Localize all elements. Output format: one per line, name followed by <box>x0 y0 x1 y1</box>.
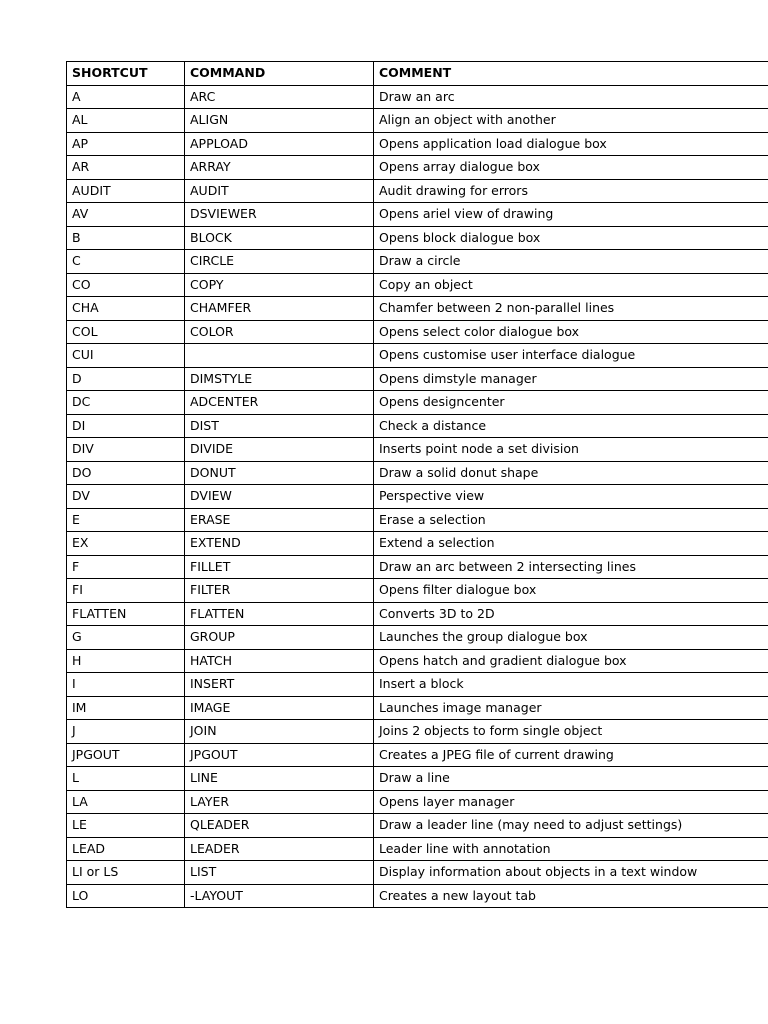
command-cell: QLEADER <box>185 814 374 838</box>
command-cell: ALIGN <box>185 109 374 133</box>
comment-cell: Converts 3D to 2D <box>374 602 768 626</box>
shortcut-cell: L <box>67 767 185 791</box>
table-row <box>67 156 768 180</box>
shortcut-cell: DC <box>67 391 185 415</box>
command-cell: IMAGE <box>185 696 374 720</box>
comment-cell: Extend a selection <box>374 532 768 556</box>
shortcut-cell: J <box>67 720 185 744</box>
shortcut-cell: AUDIT <box>67 179 185 203</box>
table-row <box>67 485 768 509</box>
shortcut-cell: FLATTEN <box>67 602 185 626</box>
shortcut-cell: COL <box>67 320 185 344</box>
comment-cell: Erase a selection <box>374 508 768 532</box>
table-row <box>67 767 768 791</box>
comment-cell: Draw an arc between 2 intersecting lines <box>374 555 768 579</box>
shortcut-cell: DI <box>67 414 185 438</box>
shortcut-cell: AV <box>67 203 185 227</box>
table-row <box>67 250 768 274</box>
table-row <box>67 438 768 462</box>
table-row <box>67 414 768 438</box>
comment-cell: Opens ariel view of drawing <box>374 203 768 227</box>
command-cell: CIRCLE <box>185 250 374 274</box>
command-cell: ARC <box>185 85 374 109</box>
table-row <box>67 579 768 603</box>
comment-cell: Perspective view <box>374 485 768 509</box>
command-cell: INSERT <box>185 673 374 697</box>
command-cell: DONUT <box>185 461 374 485</box>
command-cell: DIST <box>185 414 374 438</box>
command-cell: LIST <box>185 861 374 885</box>
table-header <box>67 62 768 86</box>
shortcut-cell: F <box>67 555 185 579</box>
comment-cell: Opens block dialogue box <box>374 226 768 250</box>
command-cell: LEADER <box>185 837 374 861</box>
table-row <box>67 837 768 861</box>
comment-cell: Draw a line <box>374 767 768 791</box>
shortcut-cell: AP <box>67 132 185 156</box>
command-cell <box>185 344 374 368</box>
shortcut-cell: H <box>67 649 185 673</box>
comment-cell: Launches the group dialogue box <box>374 626 768 650</box>
shortcut-cell: IM <box>67 696 185 720</box>
command-cell: FLATTEN <box>185 602 374 626</box>
comment-cell: Opens hatch and gradient dialogue box <box>374 649 768 673</box>
comment-cell: Opens select color dialogue box <box>374 320 768 344</box>
comment-cell: Draw an arc <box>374 85 768 109</box>
shortcut-cell: D <box>67 367 185 391</box>
comment-cell: Opens application load dialogue box <box>374 132 768 156</box>
table-row <box>67 179 768 203</box>
comment-cell: Check a distance <box>374 414 768 438</box>
shortcut-cell: A <box>67 85 185 109</box>
table-row <box>67 814 768 838</box>
table-row <box>67 132 768 156</box>
table-row <box>67 297 768 321</box>
shortcut-cell: DIV <box>67 438 185 462</box>
command-cell: DIVIDE <box>185 438 374 462</box>
comment-cell: Copy an object <box>374 273 768 297</box>
table-row <box>67 626 768 650</box>
shortcut-cell: DV <box>67 485 185 509</box>
comment-cell: Audit drawing for errors <box>374 179 768 203</box>
comment-cell: Leader line with annotation <box>374 837 768 861</box>
table-row <box>67 555 768 579</box>
shortcut-cell: LI or LS <box>67 861 185 885</box>
command-cell: LAYER <box>185 790 374 814</box>
table-row <box>67 720 768 744</box>
command-cell: DSVIEWER <box>185 203 374 227</box>
command-cell: COLOR <box>185 320 374 344</box>
command-cell: APPLOAD <box>185 132 374 156</box>
command-cell: FILTER <box>185 579 374 603</box>
comment-cell: Draw a circle <box>374 250 768 274</box>
shortcut-cell: AR <box>67 156 185 180</box>
table-row <box>67 391 768 415</box>
table-row <box>67 743 768 767</box>
shortcut-cell: JPGOUT <box>67 743 185 767</box>
shortcut-cell: EX <box>67 532 185 556</box>
header-shortcut: SHORTCUT <box>67 62 185 86</box>
command-cell: ADCENTER <box>185 391 374 415</box>
shortcut-cell: AL <box>67 109 185 133</box>
table-row <box>67 109 768 133</box>
comment-cell: Opens designcenter <box>374 391 768 415</box>
table-row <box>67 461 768 485</box>
table-row <box>67 790 768 814</box>
command-cell: FILLET <box>185 555 374 579</box>
comment-cell: Opens layer manager <box>374 790 768 814</box>
comment-cell: Opens customise user interface dialogue <box>374 344 768 368</box>
command-cell: EXTEND <box>185 532 374 556</box>
table-row <box>67 367 768 391</box>
shortcut-cell: LO <box>67 884 185 908</box>
shortcut-cell: CO <box>67 273 185 297</box>
command-cell: COPY <box>185 273 374 297</box>
command-cell: GROUP <box>185 626 374 650</box>
shortcut-cell: LEAD <box>67 837 185 861</box>
table-row <box>67 320 768 344</box>
command-cell: ARRAY <box>185 156 374 180</box>
shortcut-cell: FI <box>67 579 185 603</box>
command-cell: ERASE <box>185 508 374 532</box>
table-row <box>67 649 768 673</box>
comment-cell: Inserts point node a set division <box>374 438 768 462</box>
table-row <box>67 861 768 885</box>
command-cell: BLOCK <box>185 226 374 250</box>
command-cell: HATCH <box>185 649 374 673</box>
table-body <box>67 85 768 908</box>
table-row <box>67 273 768 297</box>
command-cell: AUDIT <box>185 179 374 203</box>
table-row <box>67 508 768 532</box>
table-row <box>67 532 768 556</box>
table-row <box>67 344 768 368</box>
comment-cell: Opens filter dialogue box <box>374 579 768 603</box>
command-cell: CHAMFER <box>185 297 374 321</box>
command-cell: -LAYOUT <box>185 884 374 908</box>
table-row <box>67 85 768 109</box>
shortcut-table <box>66 61 768 908</box>
shortcut-cell: DO <box>67 461 185 485</box>
table-row <box>67 884 768 908</box>
table-row <box>67 696 768 720</box>
comment-cell: Joins 2 objects to form single object <box>374 720 768 744</box>
header-comment: COMMENT <box>374 62 768 86</box>
command-cell: JOIN <box>185 720 374 744</box>
shortcut-cell: C <box>67 250 185 274</box>
shortcut-cell: I <box>67 673 185 697</box>
comment-cell: Opens dimstyle manager <box>374 367 768 391</box>
header-row <box>67 62 768 86</box>
comment-cell: Creates a JPEG file of current drawing <box>374 743 768 767</box>
comment-cell: Draw a solid donut shape <box>374 461 768 485</box>
comment-cell: Creates a new layout tab <box>374 884 768 908</box>
shortcut-cell: CHA <box>67 297 185 321</box>
comment-cell: Launches image manager <box>374 696 768 720</box>
command-cell: LINE <box>185 767 374 791</box>
shortcut-cell: G <box>67 626 185 650</box>
table-row <box>67 203 768 227</box>
comment-cell: Draw a leader line (may need to adjust settings) <box>374 814 768 838</box>
shortcut-cell: E <box>67 508 185 532</box>
comment-cell: Insert a block <box>374 673 768 697</box>
comment-cell: Display information about objects in a text window <box>374 861 768 885</box>
comment-cell: Chamfer between 2 non-parallel lines <box>374 297 768 321</box>
shortcut-cell: LE <box>67 814 185 838</box>
shortcut-cell: LA <box>67 790 185 814</box>
comment-cell: Align an object with another <box>374 109 768 133</box>
comment-cell: Opens array dialogue box <box>374 156 768 180</box>
table-row <box>67 226 768 250</box>
shortcut-cell: B <box>67 226 185 250</box>
shortcut-cell: CUI <box>67 344 185 368</box>
command-cell: JPGOUT <box>185 743 374 767</box>
command-cell: DIMSTYLE <box>185 367 374 391</box>
table-row <box>67 673 768 697</box>
command-cell: DVIEW <box>185 485 374 509</box>
header-command: COMMAND <box>185 62 374 86</box>
table-row <box>67 602 768 626</box>
